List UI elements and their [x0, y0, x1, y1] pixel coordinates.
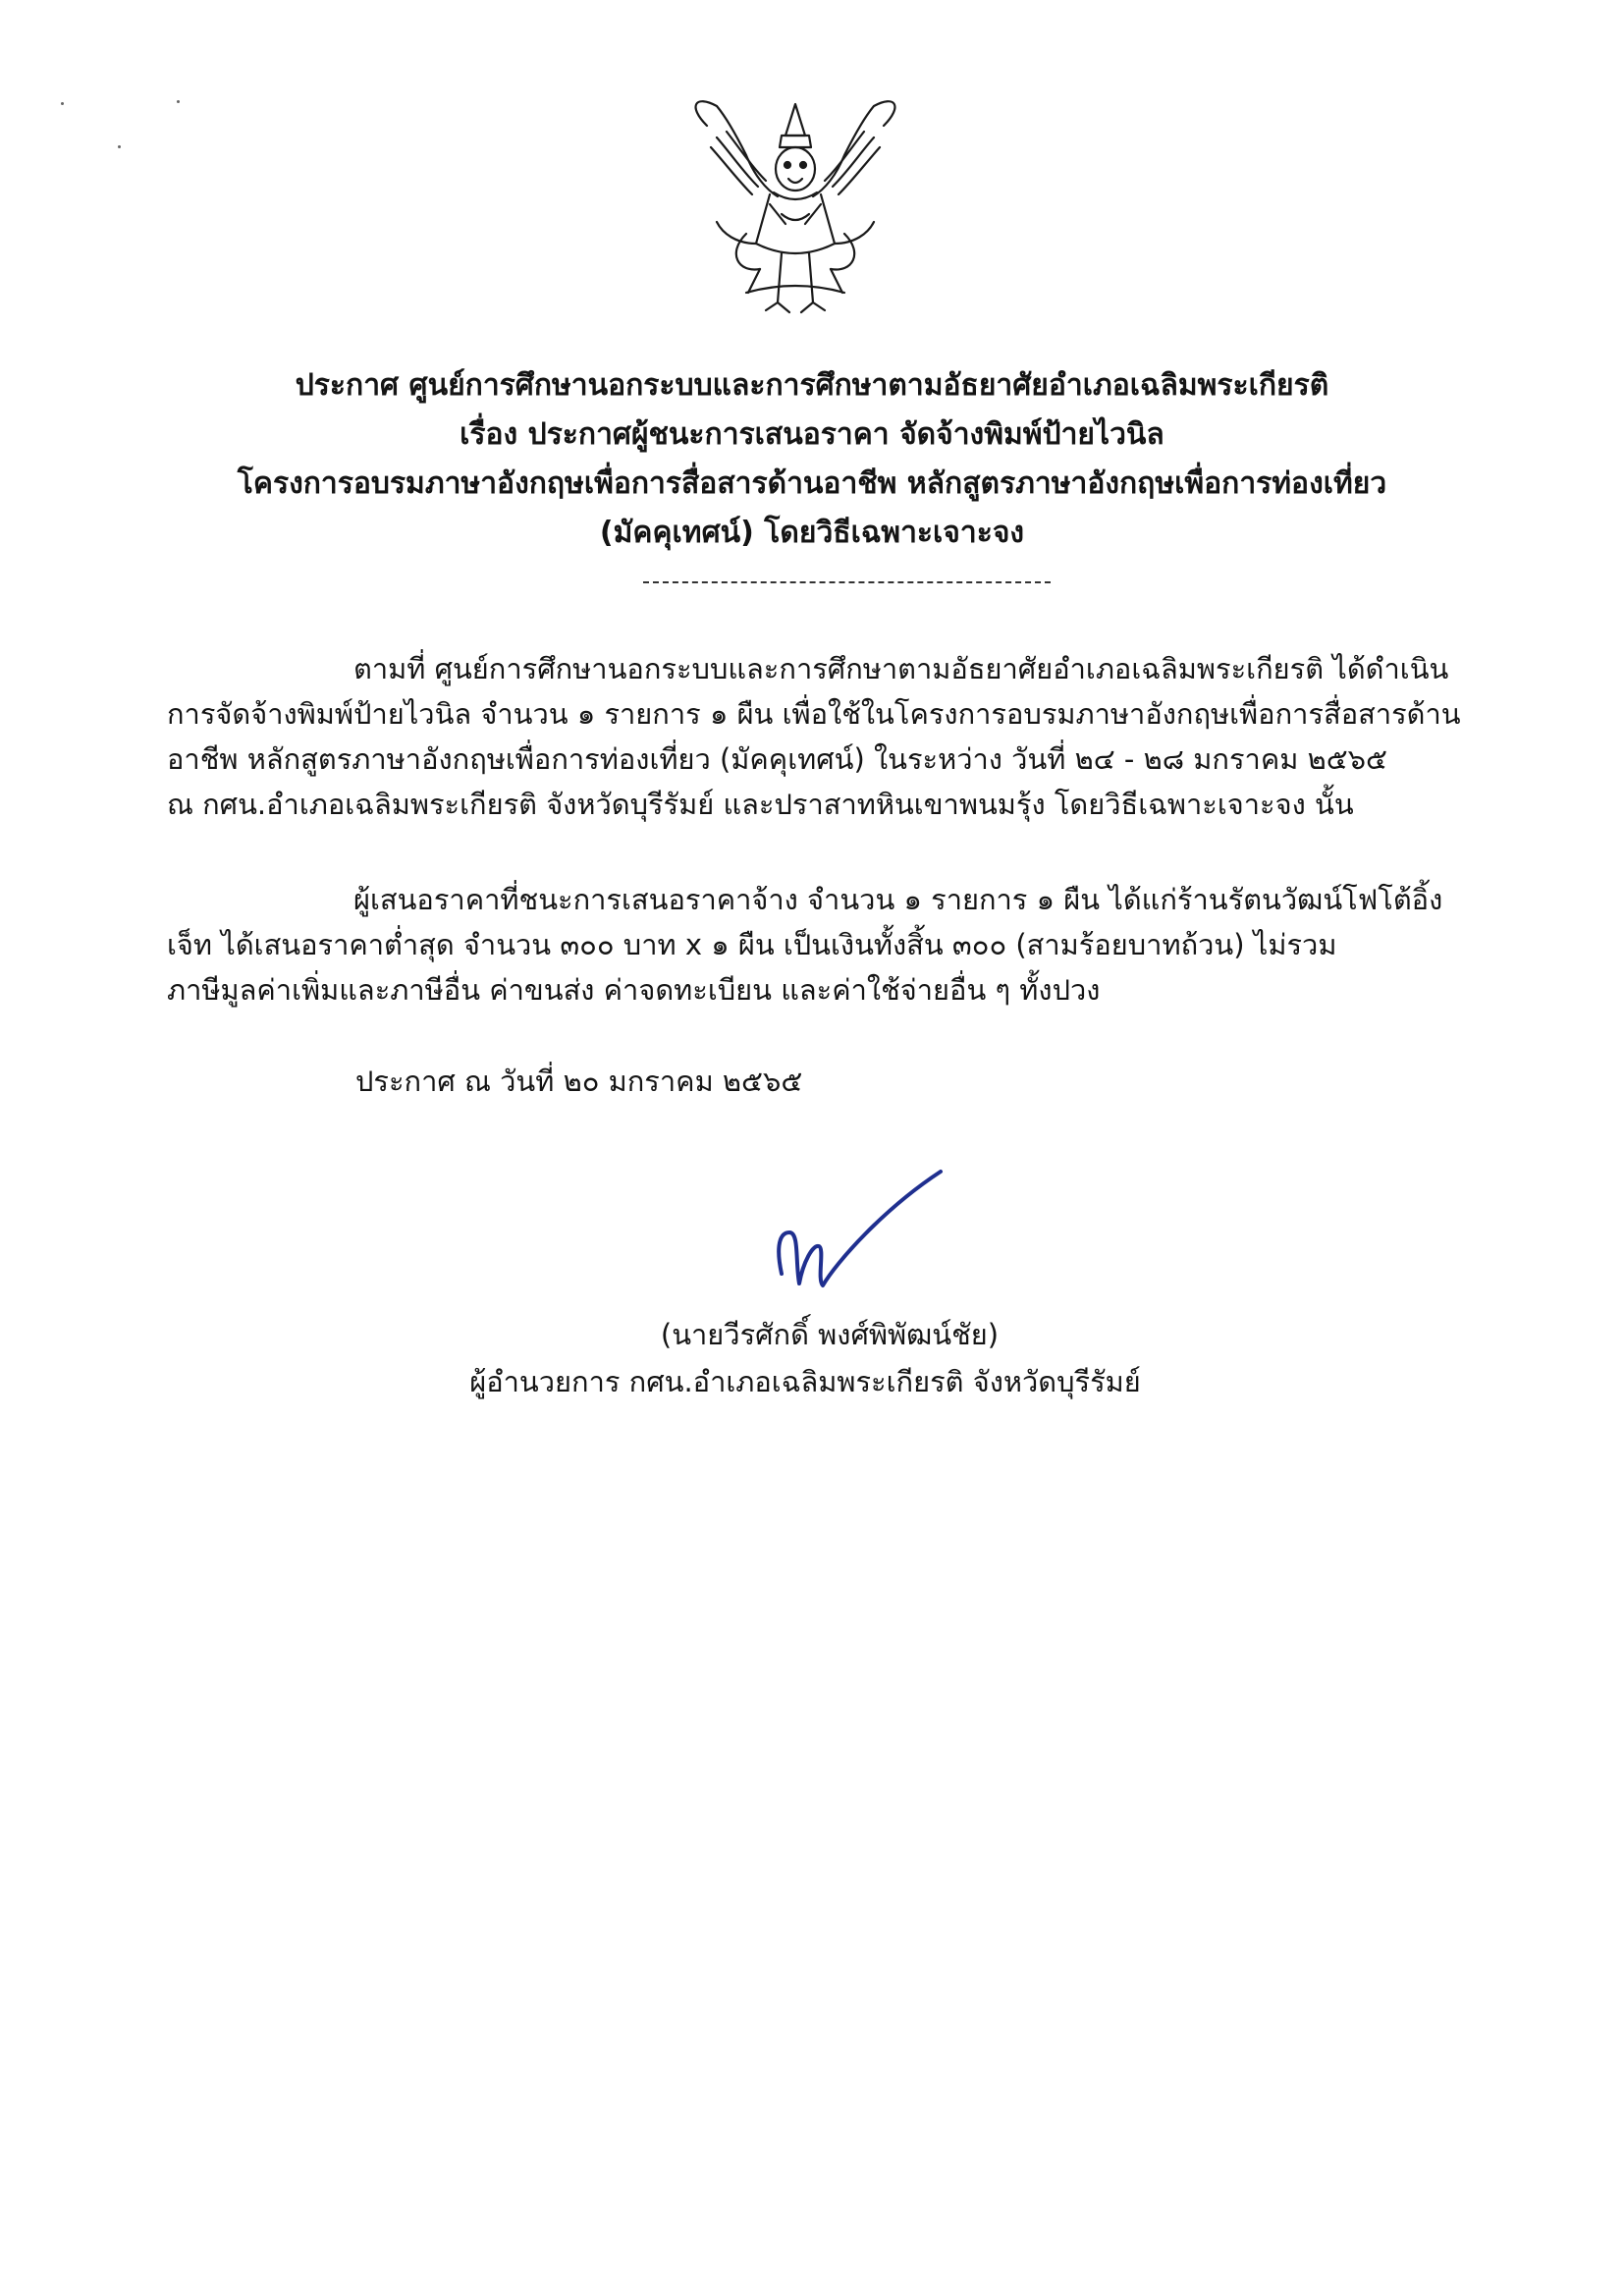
title-line: ประกาศ ศูนย์การศึกษานอกระบบและการศึกษาตามอัธยาศัยอำเภอเฉลิมพระเกียรติ: [295, 368, 1329, 403]
announcement-date: ประกาศ ณ วันที่ ๒๐ มกราคม ๒๕๖๕: [355, 1065, 803, 1098]
paragraph-line: เจ็ท ได้เสนอราคาต่ำสุด จำนวน ๓๐๐ บาท x ๑ ผืน เป็นเงินทั้งสิ้น ๓๐๐ (สามร้อยบาทถ้วน) ไม่รวม: [167, 928, 1337, 961]
subject-line: เรื่อง ประกาศผู้ชนะการเสนอราคา จัดจ้างพิมพ์ป้ายไวนิล: [460, 417, 1164, 452]
paragraph-line: ผู้เสนอราคาที่ชนะการเสนอราคาจ้าง จำนวน ๑ รายการ ๑ ผืน ได้แก่ร้านรัตนวัฒน์โฟโต้อิ้ง: [353, 883, 1443, 916]
signature-block: [432, 1311, 1178, 1405]
scan-speck: [118, 145, 121, 148]
signer-position: ผู้อำนวยการ กศน.อำเภอเฉลิมพระเกียรติ จังหวัดบุรีรัมย์: [469, 1365, 1141, 1398]
handwritten-signature: [766, 1164, 952, 1301]
signer-name: (นายวีรศักดิ์ พงศ์พิพัฒน์ชัย): [660, 1318, 1000, 1351]
garuda-emblem-icon: [687, 96, 903, 317]
scan-speck: [61, 102, 64, 105]
dashed-divider: [643, 581, 1051, 583]
paragraph-line: ณ กศน.อำเภอเฉลิมพระเกียรติ จังหวัดบุรีรัมย์ และปราสาทหินเขาพนมรุ้ง โดยวิธีเฉพาะเจาะจง นั้น: [167, 788, 1354, 821]
paragraph-line: ภาษีมูลค่าเพิ่มและภาษีอื่น ค่าขนส่ง ค่าจดทะเบียน และค่าใช้จ่ายอื่น ๆ ทั้งปวง: [167, 973, 1101, 1007]
project-line: โครงการอบรมภาษาอังกฤษเพื่อการสื่อสารด้านอาชีพ หลักสูตรภาษาอังกฤษเพื่อการท่องเที่ยว: [237, 466, 1387, 501]
method-line: (มัคคุเทศน์) โดยวิธีเฉพาะเจาะจง: [599, 516, 1025, 550]
paragraph-background: [167, 646, 1463, 827]
announcement-title: [147, 361, 1477, 558]
paragraph-line: ตามที่ ศูนย์การศึกษานอกระบบและการศึกษาตามอัธยาศัยอำเภอเฉลิมพระเกียรติ ได้ดำเนิน: [353, 652, 1449, 685]
paragraph-winner: [167, 877, 1463, 1012]
paragraph-line: อาชีพ หลักสูตรภาษาอังกฤษเพื่อการท่องเที่ยว (มัคคุเทศน์) ในระหว่าง วันที่ ๒๔ - ๒๘ มกราคม ๒๕๖๕: [167, 742, 1387, 776]
paragraph-line: การจัดจ้างพิมพ์ป้ายไวนิล จำนวน ๑ รายการ ๑ ผืน เพื่อใช้ในโครงการอบรมภาษาอังกฤษเพื่อการสื่อสารด้าน: [167, 697, 1461, 731]
scan-speck: [177, 100, 180, 103]
